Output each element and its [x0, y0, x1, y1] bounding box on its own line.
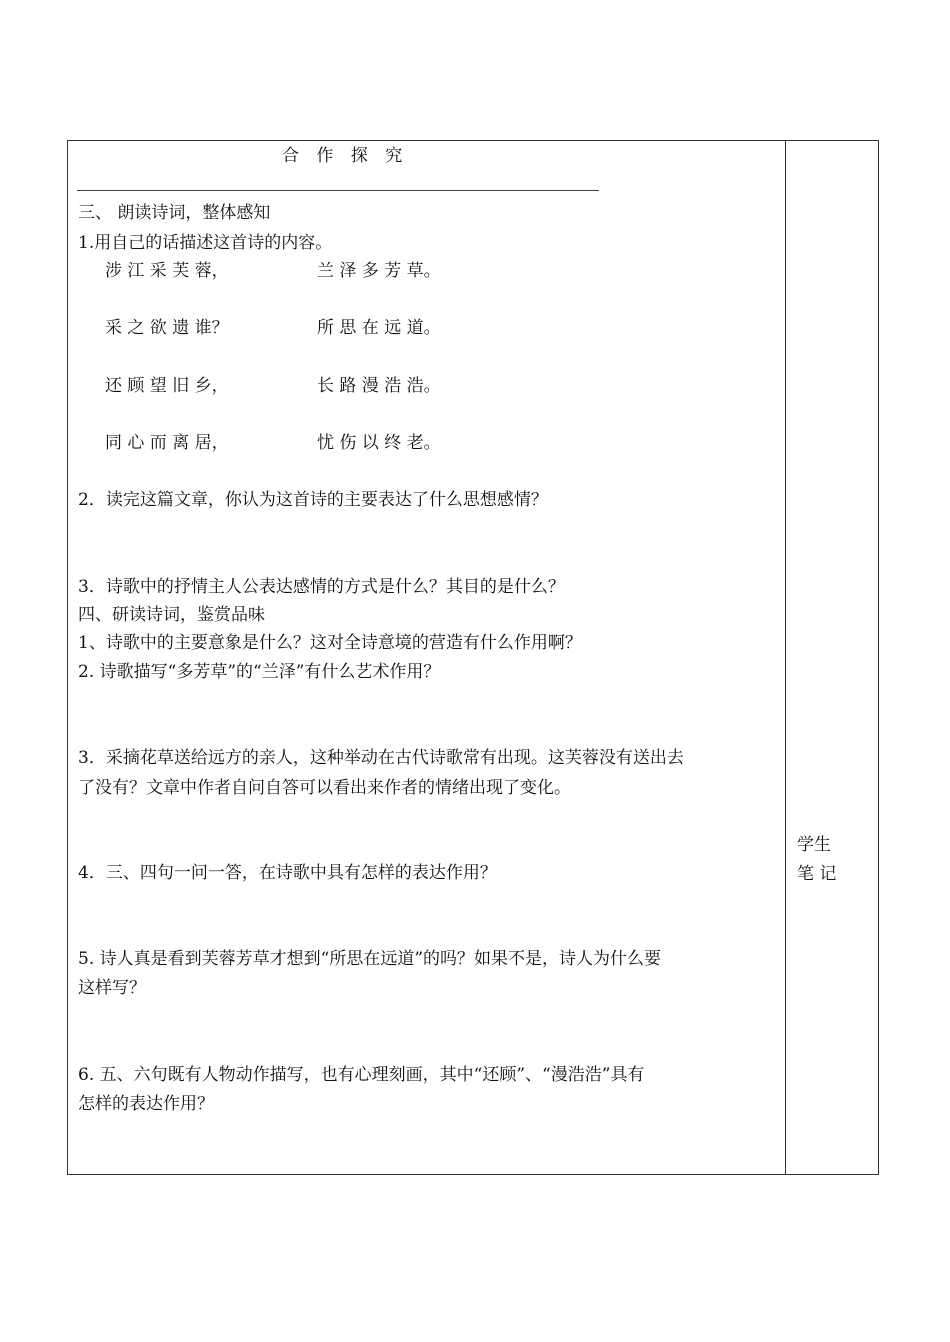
column-divider — [785, 140, 786, 1175]
poem-line-1-b: 兰 泽 多 芳 草。 — [317, 261, 441, 281]
study-question-6-line-2: 怎样的表达作用？ — [78, 1094, 214, 1114]
poem-line-2-a: 采 之 欲 遗 谁？ — [105, 318, 229, 338]
question-1: 1.用自己的话描述这首诗的内容。 — [78, 233, 333, 253]
worksheet-table — [67, 140, 879, 1175]
section3-heading: 三、 朗读诗词，整体感知 — [78, 203, 271, 223]
study-question-3-line-1: 3．采摘花草送给远方的亲人，这种举动在古代诗歌常有出现。这芙蓉没有送出去 — [78, 748, 684, 768]
notes-label-line-1: 学生 — [797, 835, 831, 855]
question-3: 3．诗歌中的抒情主人公表达感情的方式是什么？其目的是什么？ — [78, 577, 565, 597]
study-question-6-line-1: 6. 五、六句既有人物动作描写，也有心理刻画，其中“还顾”、“漫浩浩”具有 — [78, 1065, 645, 1085]
section-title: 合 作 探 究 — [282, 146, 409, 166]
poem-line-1-a: 涉 江 采 芙 蓉， — [105, 261, 229, 281]
title-underline — [77, 190, 599, 191]
study-question-5-line-2: 这样写？ — [78, 978, 146, 998]
poem-line-3-a: 还 顾 望 旧 乡， — [105, 376, 229, 396]
study-question-1: 1、诗歌中的主要意象是什么？这对全诗意境的营造有什么作用啊？ — [78, 633, 582, 653]
study-question-3-line-2: 了没有？文章中作者自问自答可以看出来作者的情绪出现了变化。 — [78, 778, 571, 798]
section4-heading: 四、研读诗词，鉴赏品味 — [78, 605, 265, 625]
study-question-2: 2. 诗歌描写“多芳草”的“兰泽”有什么艺术作用？ — [78, 662, 441, 682]
question-2: 2．读完这篇文章，你认为这首诗的主要表达了什么思想感情？ — [78, 490, 548, 510]
notes-label-line-2: 笔 记 — [797, 864, 837, 884]
study-question-4: 4．三、四句一问一答，在诗歌中具有怎样的表达作用？ — [78, 863, 497, 883]
study-question-5-line-1: 5. 诗人真是看到芙蓉芳草才想到“所思在远道”的吗？如果不是，诗人为什么要 — [78, 949, 662, 969]
poem-line-2-b: 所 思 在 远 道。 — [317, 318, 441, 338]
poem-line-3-b: 长 路 漫 浩 浩。 — [317, 376, 441, 396]
poem-line-4-b: 忧 伤 以 终 老。 — [317, 433, 441, 453]
poem-line-4-a: 同 心 而 离 居， — [105, 433, 229, 453]
